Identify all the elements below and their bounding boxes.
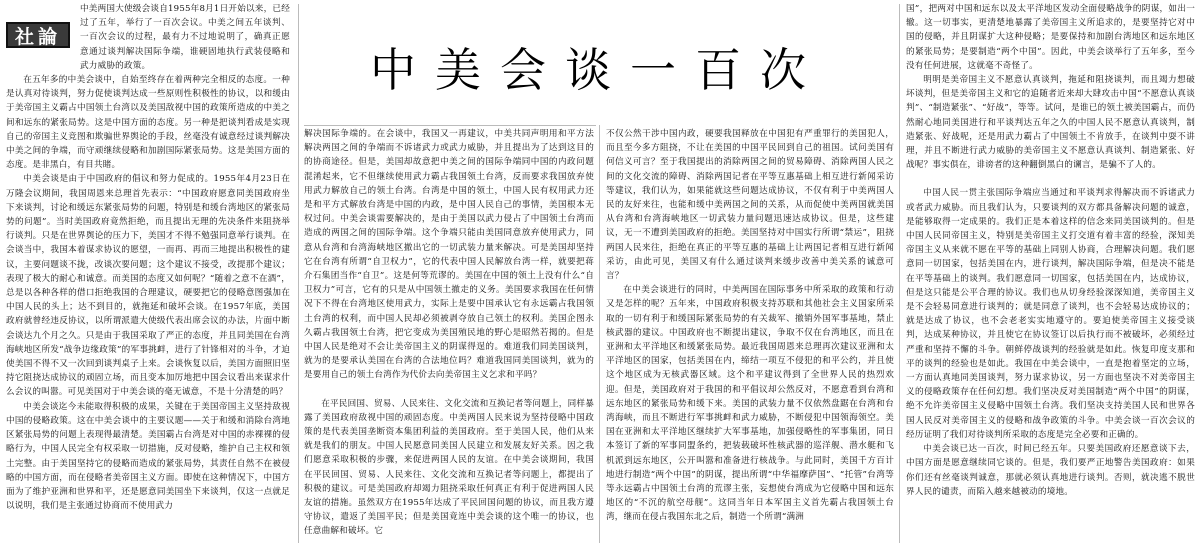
column-divider [298,4,299,543]
paragraph: 在中美会谈进行的同时，中美两国在国际事务中所采取的政策和行动又是怎样的呢？五年来，中国政府积极支持苏联和其他社会主义国家所采取的一切有利于和缓国际紧张局势的有关裁军、撤销外国军事基地，禁止核武器的建议。中国政府也不断提出建议，争取不仅在台湾地区，而且在亚洲和太平洋地区和缓紧张局势。最近我国周恩来总理再次建议亚洲和太平洋地区的国家，包括美国在内，缔结一项互不侵犯的和平公约，并且使这个地区成为无核武器区域。这个和平建议得到了全世界人民的热烈欢迎。但是，美国政府对于我国的和平倡议却公然反对，不愿意看到台湾和远东地区的紧张局势和缓下来。美国的武装力量不仅依然盘踞在台湾和台湾海峡，而且不断进行军事挑衅和武力威胁，不断侵犯中国领海领空。美国在亚洲和太平洋地区继续扩大军事基地，加强侵略性的军事集团，同日本签订了新的军事同盟条约，把装载破坏性核武器的巡洋舰、潜水艇和飞机派到远东地区，公开叫嚣和准备进行核战争。与此同时，美国千方百计地进行制造“两个中国”的阴谋，提出所谓“中华福摩萨国”、“托管”台湾等等永远霸占中国领土台湾的荒谬主张，妄想使台湾成为它侵略中国和远东地区的“不沉的航空母舰”。这同当年日本军国主义首先霸占我国领土台湾，继而在侵占我国东北之后，制造一个所谓“满洲 [606,285,894,523]
column-divider [899,4,900,543]
paragraph: 国”，把两对中国和远东以及太平洋地区发动全面侵略战争的阴谋，如出一辙。这一切事实，更清楚地暴露了美帝国主义所追求的，是要坚持它对中国的侵略，并且阴谋扩大这种侵略；是要保持和加剧台湾地区和远东地区的紧张局势；是要制造“两个中国”。因此，中美会谈举行了五年多，至今没有任何进展，这就毫不奇怪了。 [906,4,1195,71]
paragraph: 中美会谈已达一百次，时间已经五年。只要美国政府还愿意谈下去，中国方面是愿意继续同它谈的。但是，我们要严正地警告美国政府：如果你们还有丝毫谈判诚意，那就必须认真地进行谈判。否则，就决逃不脱世界人民的谴责，而陷入越来越被动的境地。 [906,444,1195,497]
editorial-badge: 社論 [6,22,70,48]
column-3 [606,127,894,544]
column-divider [599,125,600,543]
paragraph: 在五年多的中美会谈中，自始至终存在着两种完全相反的态度。一种是认真对待谈判，努力促使谈判达成一些原则性积极性的协议，以和缓由于美帝国主义霸占中国领土台湾以及美国敌视中国的政策所造成的中美之间和远东的紧张局势。这是中国方面的态度。另一种是把谈判看成是实现自己的帝国主义竞图和欺骗世界舆论的手段，丝毫没有诚意经过谈判解决中美之间的争端，而守顽继续侵略和加剧国际紧张局势。这是美国方面的态度。是非黑白，有目共睹。 [6,75,290,171]
column-4 [906,2,1195,544]
paragraph: 中美会谈迄今未能取得积极的成果，关键在于美国帝国主义坚持敌视中国的侵略政策。这在中美会谈中的主要议题——关于和缓和消除台湾地区紧张局势的问题上表现得最清楚。美国霸占台湾是对中国的赤裸裸的侵略行为，中国人民完全有权采取一切措施，反对侵略，维护自己主权和领土完整。由于美国坚持它的侵略而造成的紧张局势，其责任自然不在被侵略的中国方面，而在侵略者美帝国主义方面。即使在这种情况下，中国方面为了维护亚洲和世界和平，还是愿意同美国坐下来谈判，仅这一点就足以说明，我们是主张通过协商而不使用武力 [6,401,290,512]
column-2 [304,127,594,544]
title-divider [304,125,596,126]
paragraph: 中国人民一贯主张国际争端应当通过和平谈判求得解决而不诉诸武力或者武力威胁。而且我们认为，只要谈判的双方都具备解决问题的诚意，是能够取得一定成果的。我们正是本着这样的信念来同美国谈判的。但是中国人民同帝国主义，特别是美帝国主义打交道有着丰富的经验，深知美帝国主义从来就不愿在平等的基础上同别人协商，合理解决问题。我们愿意同一切国家，包括美国在内，进行谈判，解决国际争端，但是决不能是在平等基础上的谈判。我们愿意同一切国家，包括美国在内，达成协议，但是这只能是公平合理的协议。我们也从切身经验深深知道，美帝国主义是不会轻易同意进行谈判的；就是同意了谈判，也不会轻易达成协议的；就是达成了协议，也不会老老实实地遵守的。要迫使美帝国主义接受谈判，达成某种协议，并且使它在协议签订以后执行而不被破坏，必须经过严重和坚持不懈的斗争。朝鲜停战谈判的经验就是如此。恢复印度支那和平的谈判的经验也是如此。我国在中美会谈中，一直是抱着坚定的立场，一方面认真地同美国谈判，努力谋求协议，另一方面也坚决不对美帝国主义的侵略政策存在任何幻想。我们坚决反对美国制造“两个中国”的阴谋，绝不允许美帝国主义侵略中国领土台湾。我们坚决支持美国人民和世界各国人民反对美帝国主义的侵略和战争政策的斗争。中美会谈一百次会议的经历证明了我们对待谈判所采取的态度是完全必要和正确的。 [906,188,1195,440]
paragraph: 中美会谈是由于中国政府的倡议和努力促成的。1955年4月23日在万隆会议期间，我国周恩来总理首先表示：“中国政府愿意同美国政府坐下来谈判，讨论和缓远东紧张局势的问题，特别是和缓台湾地区的紧张局势的问题”。当时美国政府竟然拒绝，而且提出无理的先决条件来阻挠举行谈判。只是在世界舆论的压力下，美国才不得不勉强同意举行谈判。在会谈当中，我国本着谋求协议的愿望，一而再、再而三地提出积极性的建议，主要问题谈不拢，改谈次要问题；这个建议不接受，改提那个建议；表现了极大的耐心和诚意。而美国的态度又如何呢？“随着之意不在酒”，总是以各种各样的借口拒绝我国的合理建议，硬要把它的侵略意图强加在中国人民的头上；达不到目的，就拖延和破坏会谈。在1957年底，美国政府就曾经违反协议，以所谓派遣大使级代表出席会议的办法，片面中断会谈达九个月之久。只是由于我国采取了严正的态度，并且同美国在台湾海峡地区所发“战争边缘政策”的军事挑衅，进行了针锋相对的斗争，才迫使美国不得不又一次回到谈判桌子上来。会谈恢复以后，美国方面照旧坚持它阻挠达成协议的顽固立场，而且变本加厉地把中国会议看出来谋求什么会议的叫嚣。可见美国对于中美会谈的毫无诚意，不是十分清楚的吗？ [6,174,290,398]
paragraph: 明明是美帝国主义不愿意认真谈判，拖延和阻挠谈判，而且竭力想破坏谈判，但是美帝国主义和它的追随者近来却大肆攻击中国“不愿意认真谈判”、“制造紧张”、“好战”，等等。试问，是谁已的领土被美国霸占，而仍然耐心地同美国进行和平谈判达五年之久的中国人民不愿意认真谈判，制造紧张、好战呢，还是用武力霸占了中国领土不肯放手，在谈判中耍不讲理，并且不断进行武力威胁的美帝国主义不愿意认真谈判、制造紧张、好战呢？事实俱在，诽谤者的这种翻倒黑白的谰言，是骗不了人的。 [906,75,1195,171]
paragraph: 在平民回国、贸易、人民来往、文化交流和互换记者等问题上，同样暴露了美国政府敌视中国的顽固态度。中美两国人民来说为坚持侵略中国政策的是代表美国垄断资本集团利益的美国政府。至于美国人民，他们从来就是我们的朋友。中国人民愿意同美国人民建立和发展友好关系。因之我们愿意采取积极的步骤，来促进两国人民的友谊。在中美会谈期间，我国在平民回国、贸易、人民来往、文化交流和互换记者等问题上，都提出了积极的建议。可是美国政府却竭力阻挠采取任何真正有利于促进两国人民友谊的措施。虽然双方在1955年达成了平民回国问题的协议，而且我方遵守协议，遣返了美国平民；但是美国竟连中美会谈的这个唯一的协议，也任意曲解和破坏。它 [304,398,594,537]
paragraph: 中美两国大使级会谈自1955年8月1日开始以来，已经过了五年，举行了一百次会议。中美之间五年谈判、一百次会议的过程，最有力不过地说明了，确真正愿意通过谈判解决国际争端，谁硬固地执行武装侵略和武力威胁的政策。 [80,4,290,71]
paragraph: 不仅公然干涉中国内政，硬要我国释放在中国犯有严重罪行的美国犯人，而且至今多方阻挠，不让在美国的中国平民回到自己的祖国。试问美国有何信义可言？至于我国提出的消除两国之间的贸易障碍、消除两国人民之间的文化交流的障碍、消除两国记者在平等互惠基础上相互进行新闻采访等建议，我们认为，如果能就这些问题达成协议，不仅有利于中美两国人民的友好来往，也能和缓中美两国之间的关系，从而促使中美两国就美国从台湾和台湾海峡地区一切武装力量问题迅速达成协议。但是，这些建议，无一不遭到美国政府的拒绝。美国坚持对中国实行所谓“禁运”，阻挠两国人民来往，拒绝在真正的平等互惠的基础上让两国记者相互进行新闻采访，由此可见，美国又有什么通过谈判来缓步改善中美关系的诚意可言？ [606,129,894,282]
paragraph: 解决国际争端的。在会谈中，我国又一再建议，中美共同声明用和平方法解决两国之间的争端而不诉诸武力或武力威胁，并且提出为了达到这目的的协商途径。但是，美国却故意把中美之间的国际争端同中国的内政问题混淆起来，它不但继续使用武力霸占我国领土台湾，反而要求我国放弃使用武力解放自己的领土台湾。台湾是中国的领土，中国人民有权用武力还是和平方式解放台湾是中国的内政，是中国人民自己的事情，美国根本无权过问。中美会谈需要解决的，是由于美国以武力侵占了中国领土台湾而造成的两国之间的国际争端。这个争端只能由美国同意放弃使用武力，同意从台湾和台湾海峡地区撤出它的一切武装力量来解决。可是美国却坚持它在台湾有所谓“自卫权力”，它的代表中国人民解放台湾一样，就要把蒋介石集团当作“自卫”。这是何等荒谬的。美国在中国的领土上没有什么“自卫权力”可言，它有的只是从中国领土撤走的义务。美国要求我国在任何情况下不得在台湾地区使用武力，实际上是要中国承认它有永远霸占我国领土台湾的权利，而中国人民却必须被剥夺放自己领土的权利。美国企图永久霸占我国领土台湾，把它变成为美国殖民地的野心是昭然若揭的。但是中国人民是绝对不会让美帝国主义的阴谋得逞的。难道我们同美国谈判，就为的是要承认美国在台湾的合法地位吗？难道我国同美国谈判，就为的是要用自己的领土台湾作为代价去向美帝国主义乞求和平吗？ [304,129,594,381]
article-title: 中美会谈一百次 [370,43,825,97]
column-1 [6,2,290,544]
